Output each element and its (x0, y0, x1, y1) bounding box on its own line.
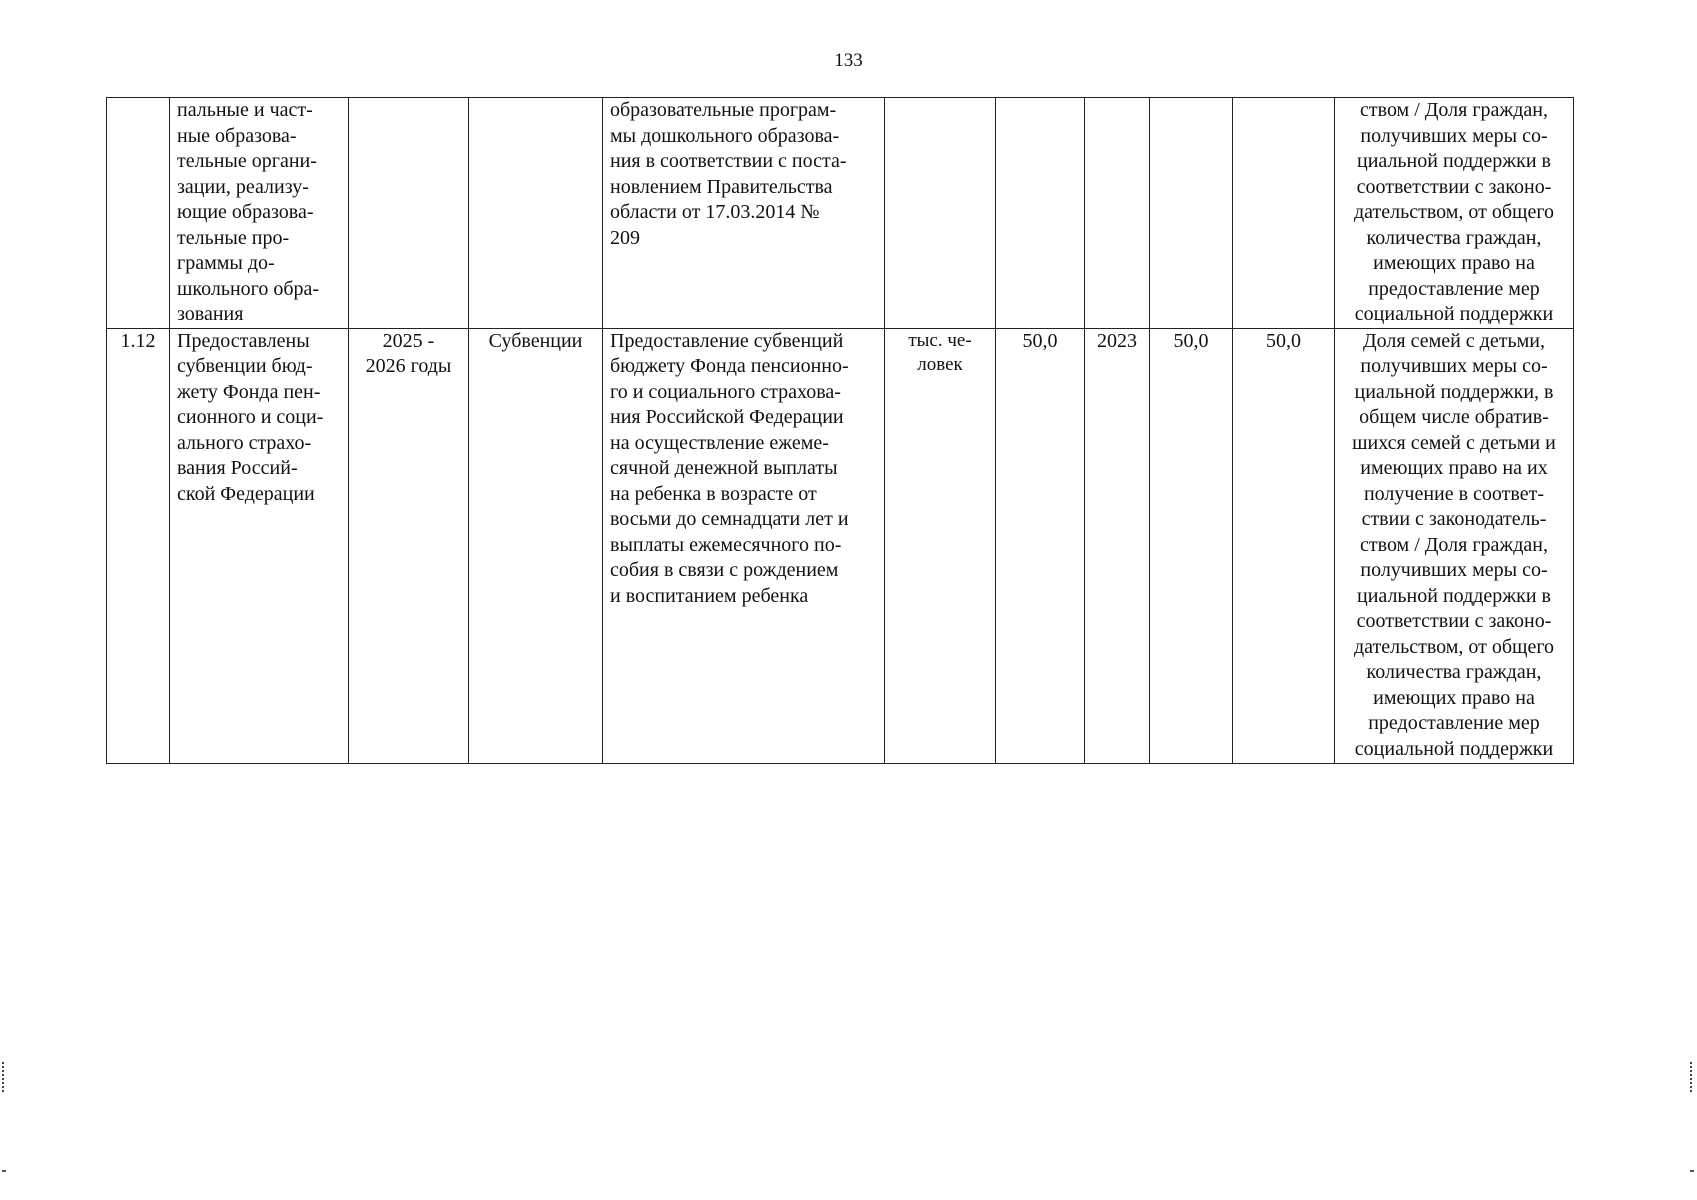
cell-text-line: и воспитанием ребенка (610, 584, 809, 607)
cell-text-line: получивших меры со- (1360, 355, 1548, 377)
cell-text-line: новлением Правительства (610, 175, 833, 198)
value-2026-cell (1233, 98, 1335, 329)
cell-text-line: количества граждан, (1366, 226, 1542, 249)
cell-text-line: ством / Доля граждан, (1360, 533, 1548, 556)
period-cell (349, 98, 469, 329)
measures-table (106, 97, 1574, 764)
cell-text-line: тельные органи- (177, 150, 317, 172)
cell-text-line: восьми до семнадцати лет и (610, 508, 849, 530)
cell-text-line: Доля семей с детьми, (1363, 329, 1545, 352)
cell-text-line: ловек (917, 353, 963, 375)
cell-text-line: циальной поддержки в (1356, 150, 1551, 172)
cell-text-line: области от 17.03.2014 № (610, 201, 820, 223)
description-cell (603, 98, 885, 329)
cell-text-line: сячной денежной выплаты (610, 457, 838, 479)
cell-text-line: на ребенка в возрасте от (610, 482, 817, 505)
cell-text-line: ствии с законодатель- (1361, 508, 1547, 530)
cell-text-line: го и социального страхова- (610, 380, 841, 403)
cell-text-line: ния Российской Федерации (610, 406, 844, 428)
cell-text-line: ской Федерации (177, 482, 315, 505)
indicator-cell (1335, 98, 1574, 329)
base-year-cell: 2023 (1085, 328, 1150, 763)
cell-text-line: циальной поддержки, в (1354, 380, 1554, 403)
description-cell (603, 328, 885, 763)
cell-text-line: на осуществление ежеме- (610, 431, 829, 454)
value-2025-cell: 50,0 (1150, 328, 1233, 763)
cell-text-line: имеющих право на (1373, 252, 1535, 274)
cell-text-line: субвенции бюд- (177, 355, 313, 377)
cell-text-line: предоставление мер (1368, 712, 1540, 734)
cell-text-line: имеющих право на их (1360, 457, 1548, 479)
cell-text-line: пальные и част- (177, 99, 313, 121)
cell-text-line: тельные про- (177, 226, 290, 249)
cell-text-line: дательством, от общего (1353, 635, 1555, 658)
scan-edge-marks-left (2, 1062, 8, 1092)
cell-text-line: мы дошкольного образова- (610, 124, 840, 147)
base-value-cell: 50,0 (996, 328, 1085, 763)
page-number: 133 (834, 50, 863, 71)
cell-text-line: получивших меры со- (1360, 559, 1548, 581)
indicator-cell (1335, 328, 1574, 763)
cell-text-line: получение в соответ- (1363, 482, 1545, 505)
cell-text-line: выплаты ежемесячного по- (610, 533, 842, 556)
cell-text-line: граммы до- (177, 252, 275, 274)
cell-text-line: жету Фонда пен- (177, 380, 321, 403)
cell-text-line: школьного обра- (177, 277, 320, 300)
value-2026-cell: 50,0 (1233, 328, 1335, 763)
measure-name-cell (170, 98, 349, 329)
unit-cell (885, 98, 996, 329)
cell-text-line: получивших меры со- (1360, 124, 1548, 147)
cell-text-line: 2025 - (382, 329, 435, 352)
scan-edge-dash-right (1690, 1170, 1694, 1172)
row-number-cell: 1.12 (107, 328, 170, 763)
cell-text-line: образовательные програм- (610, 99, 837, 121)
cell-text-line: имеющих право на (1373, 686, 1535, 709)
cell-text-line: 209 (610, 226, 640, 249)
cell-text-line: дательством, от общего (1353, 201, 1555, 223)
period-cell (349, 328, 469, 763)
value-2025-cell (1150, 98, 1233, 329)
unit-cell (885, 328, 996, 763)
cell-text-line: Предоставлены (177, 329, 310, 352)
cell-text-line: собия в связи с рождением (610, 559, 839, 581)
measure-name-cell (170, 328, 349, 763)
table-row-1-12 (107, 328, 1574, 763)
cell-text-line: социальной поддержки (1354, 303, 1554, 325)
cell-text-line: зования (177, 303, 244, 325)
cell-text-line: общем числе обратив- (1359, 406, 1549, 428)
cell-text-line: предоставление мер (1368, 277, 1540, 300)
cell-text-line: бюджету Фонда пенсионно- (610, 355, 849, 377)
row-number-cell (107, 98, 170, 329)
cell-text-line: соответствии с законо- (1356, 610, 1552, 632)
cell-text-line: ные образова- (177, 124, 297, 147)
cell-text-line: социальной поддержки (1354, 737, 1554, 760)
cell-text-line: тыс. че- (908, 329, 972, 351)
cell-text-line: ального страхо- (177, 431, 312, 454)
base-year-cell (1085, 98, 1150, 329)
base-value-cell (996, 98, 1085, 329)
funding-source-cell (469, 98, 603, 329)
table-row-continued (107, 98, 1574, 329)
cell-text-line: ния в соответствии с поста- (610, 150, 847, 172)
cell-text-line: 2026 годы (365, 355, 452, 377)
cell-text-line: зации, реализу- (177, 175, 309, 198)
funding-source-cell: Субвенции (469, 328, 603, 763)
cell-text-line: шихся семей с детьми и (1352, 431, 1556, 454)
cell-text-line: соответствии с законо- (1356, 175, 1552, 198)
scan-edge-marks-right (1690, 1062, 1696, 1092)
cell-text-line: ющие образова- (177, 201, 314, 223)
cell-text-line: ством / Доля граждан, (1360, 99, 1548, 121)
cell-text-line: циальной поддержки в (1356, 584, 1551, 607)
cell-text-line: сионного и соци- (177, 406, 324, 428)
cell-text-line: количества граждан, (1366, 661, 1542, 683)
scan-edge-dash-left (2, 1170, 6, 1172)
cell-text-line: вания Россий- (177, 457, 298, 479)
cell-text-line: Предоставление субвенций (610, 329, 844, 352)
